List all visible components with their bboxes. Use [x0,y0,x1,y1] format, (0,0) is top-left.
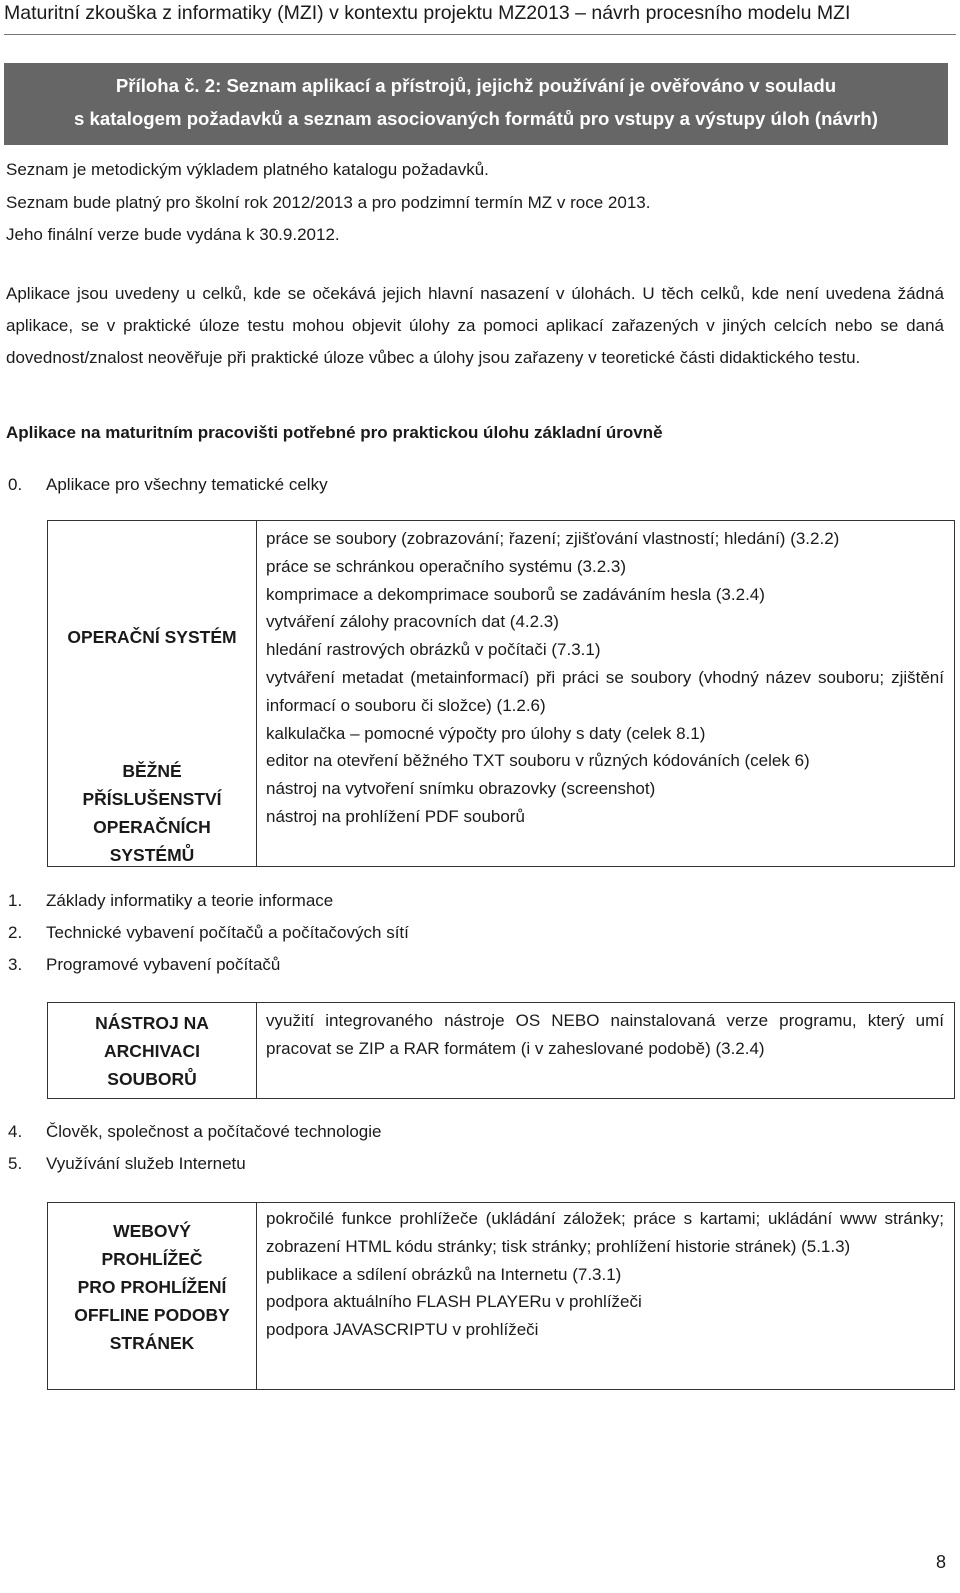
table-item: využití integrovaného nástroje OS NEBO nainstalovaná verze programu, který umí pracovat se ZIP a RAR formátem (i v zaheslované podobě) (3.2.4) [266,1011,944,1058]
intro-line-1: Seznam je metodickým výkladem platného katalogu požadavků. [6,160,489,179]
table-web-browser [47,1202,955,1390]
table-label-cell [48,1203,257,1389]
label-line: SYSTÉMŮ [109,845,195,865]
page-header: Maturitní zkouška z informatiky (MZI) v kontextu projektu MZ2013 – návrh procesního modelu MZI [4,2,956,35]
section-heading: Aplikace na maturitním pracovišti potřebné pro praktickou úlohu základní úrovně [6,423,663,442]
table-item: nástroj na prohlížení PDF souborů [266,806,525,826]
section-number: 1. [8,891,23,910]
section-title: Člověk, společnost a počítačové technologie [46,1122,382,1141]
table-item: podpora aktuálního FLASH PLAYERu v prohlížeči [266,1292,642,1312]
table-item: kalkulačka – pomocné výpočty pro úlohy s daty (celek 8.1) [266,723,706,743]
section-title: Aplikace pro všechny tematické celky [46,475,328,494]
section-number: 2. [8,923,23,942]
label-line: NÁSTROJ NA [95,1013,209,1033]
table-item: vytváření zálohy pracovních dat (4.2.3) [266,612,559,632]
table-items-cell [266,1007,944,1063]
browser-label [48,1217,256,1357]
archiver-label [48,1009,256,1093]
label-line: WEBOVÝ [113,1221,191,1241]
section-5 [8,1154,246,1174]
table-item: práce se soubory (zobrazování; řazení; zjišťování vlastností; hledání) (3.2.2) [266,529,840,548]
label-line: ARCHIVACI [104,1041,200,1061]
explanation-paragraph: Aplikace jsou uvedeny u celků, kde se očekává jejich hlavní nasazení v úlohách. U těch celků, kde není uvedena žádná aplikace, se v praktické úloze testu mohou objevit úlohy za pomoci aplikací zařazených v jiných celcích nebo se daná dovednost/znalost neověřuje při praktické úloze vůbec a úlohy jsou zařazeny v teoretické části didaktického testu. [6,284,944,367]
section-title: Programové vybavení počítačů [46,955,281,974]
section-4 [8,1122,381,1142]
label-line: BĚŽNÉ [122,761,182,781]
page-number: 8 [935,1552,946,1572]
accessories-label [48,757,256,869]
table-item: hledání rastrových obrázků v počítači (7.3.1) [266,640,601,660]
section-number: 3. [8,955,23,974]
section-1 [8,891,333,911]
label-line: PŘÍSLUŠENSTVÍ [82,789,222,809]
label-line: OPERAČNÍCH [93,817,211,837]
os-label: OPERAČNÍ SYSTÉM [67,627,237,647]
table-items-cell [266,1205,944,1344]
table-item: podpora JAVASCRIPTU v prohlížeči [266,1320,539,1340]
table-item: publikace a sdílení obrázků na Internetu (7.3.1) [266,1264,622,1284]
table-item: práce se schránkou operačního systému (3.2.3) [266,556,627,576]
section-3 [8,955,280,975]
intro-line-3: Jeho finální verze bude vydána k 30.9.2012. [6,225,340,244]
label-line: PROHLÍŽEČ [101,1249,203,1269]
label-line: PRO PROHLÍŽENÍ [77,1277,227,1297]
appendix-title-banner [4,63,948,145]
table-item: komprimace a dekomprimace souborů se zadáváním hesla (3.2.4) [266,584,765,604]
table-item: nástroj na vytvoření snímku obrazovky (screenshot) [266,779,656,799]
section-0 [8,475,328,495]
label-line: OFFLINE PODOBY [74,1305,230,1325]
section-title: Využívání služeb Internetu [46,1154,246,1173]
table-item: vytváření metadat (metainformací) při práci se soubory (vhodný název souboru; zjištění informací o souboru či složce) (1.2.6) [266,667,944,715]
table-label-cell [48,521,257,866]
intro-line-2: Seznam bude platný pro školní rok 2012/2013 a pro podzimní termín MZ v roce 2013. [6,193,651,212]
banner-line-1: Příloha č. 2: Seznam aplikací a přístrojů, jejichž používání je ověřováno v souladu [115,75,837,96]
table-operating-system [47,520,955,867]
table-label-cell [48,1003,257,1098]
banner-line-2: s katalogem požadavků a seznam asociovaných formátů pro vstupy a výstupy úloh (návrh) [74,108,878,129]
label-line: STRÁNEK [109,1333,195,1353]
section-title: Technické vybavení počítačů a počítačových sítí [46,923,409,942]
table-archiver [47,1002,955,1099]
section-number: 4. [8,1122,23,1141]
section-number: 5. [8,1154,23,1173]
table-item: editor na otevření běžného TXT souboru v různých kódováních (celek 6) [266,751,810,771]
table-item: pokročilé funkce prohlížeče (ukládání záložek; práce s kartami; ukládání www stránky; zobrazení HTML kódu stránky; tisk stránky; prohlížení historie stránek) (5.1.3) [266,1209,944,1256]
table-items-cell [266,525,944,831]
section-number: 0. [8,475,23,494]
section-2 [8,923,409,943]
section-title: Základy informatiky a teorie informace [46,891,334,910]
label-line: SOUBORŮ [107,1069,197,1089]
